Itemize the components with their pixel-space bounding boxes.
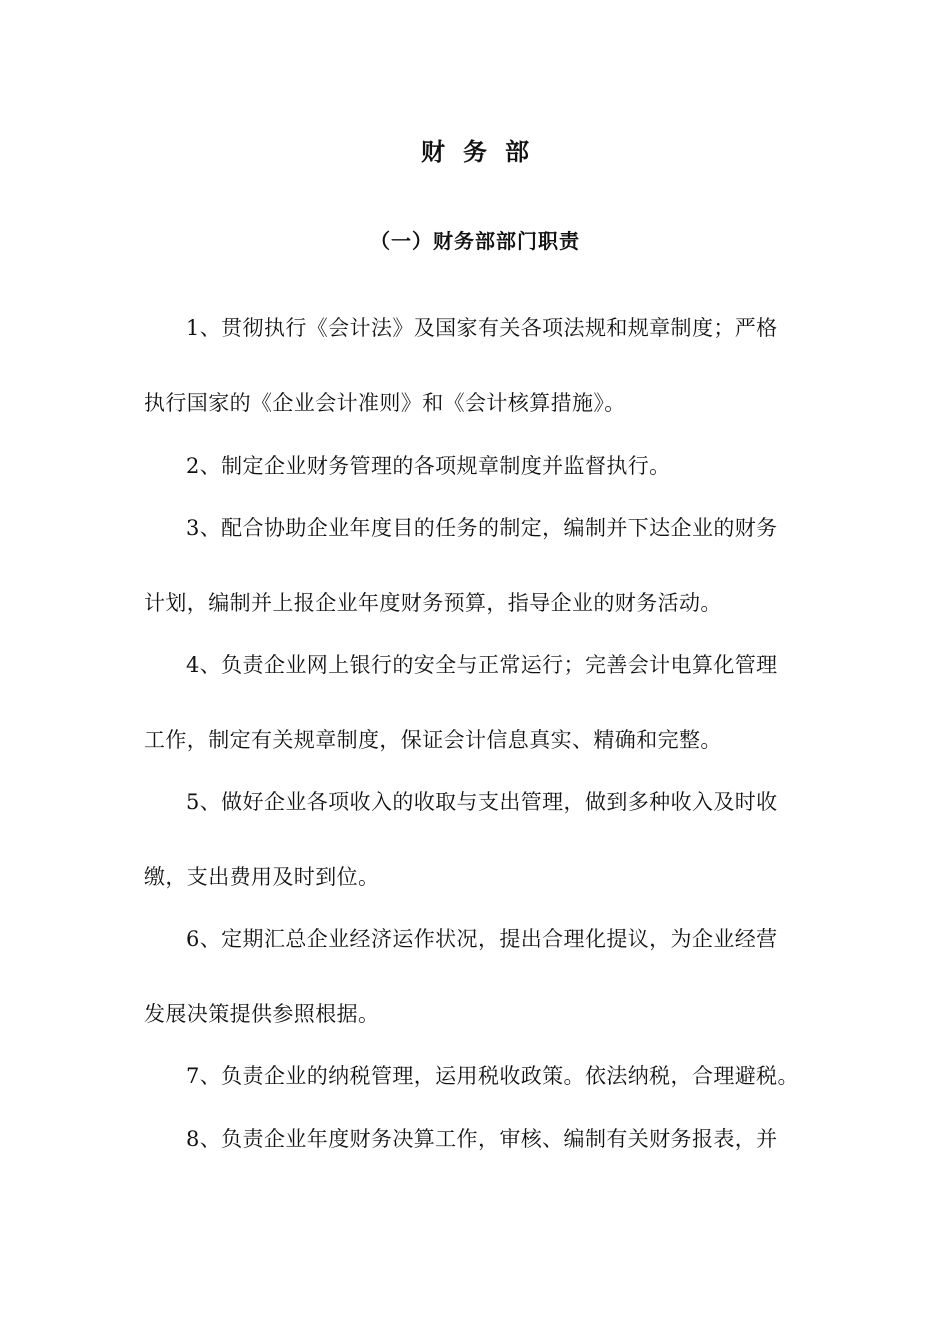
paragraph-line: 发展决策提供参照根据。 bbox=[144, 1002, 380, 1026]
paragraph-line: 1、贯彻执行《会计法》及国家有关各项法规和规章制度；严格 bbox=[186, 316, 778, 340]
paragraph-line: 4、负责企业网上银行的安全与正常运行；完善会计电算化管理 bbox=[186, 653, 778, 677]
paragraph-line: 3、配合协助企业年度目的任务的制定，编制并下达企业的财务 bbox=[186, 516, 778, 540]
paragraph-line: 执行国家的《企业会计准则》和《会计核算措施》。 bbox=[144, 391, 626, 415]
paragraph-line: 计划，编制并上报企业年度财务预算，指导企业的财务活动。 bbox=[144, 591, 722, 615]
paragraph-line: 5、做好企业各项收入的收取与支出管理，做到多种收入及时收 bbox=[186, 790, 778, 814]
paragraph-line: 6、定期汇总企业经济运作状况，提出合理化提议，为企业经营 bbox=[186, 927, 778, 951]
paragraph-line: 工作，制定有关规章制度，保证会计信息真实、精确和完整。 bbox=[144, 728, 722, 752]
paragraph-line: 8、负责企业年度财务决算工作，审核、编制有关财务报表，并 bbox=[186, 1127, 778, 1151]
section-heading: （一）财务部部门职责 bbox=[370, 229, 580, 253]
paragraph-line: 缴，支出费用及时到位。 bbox=[144, 865, 380, 889]
paragraph-line: 2、制定企业财务管理的各项规章制度并监督执行。 bbox=[186, 454, 671, 478]
document-title: 财务部 bbox=[421, 137, 547, 166]
paragraph-line: 7、负责企业的纳税管理，运用税收政策。依法纳税，合理避税。 bbox=[186, 1064, 799, 1088]
